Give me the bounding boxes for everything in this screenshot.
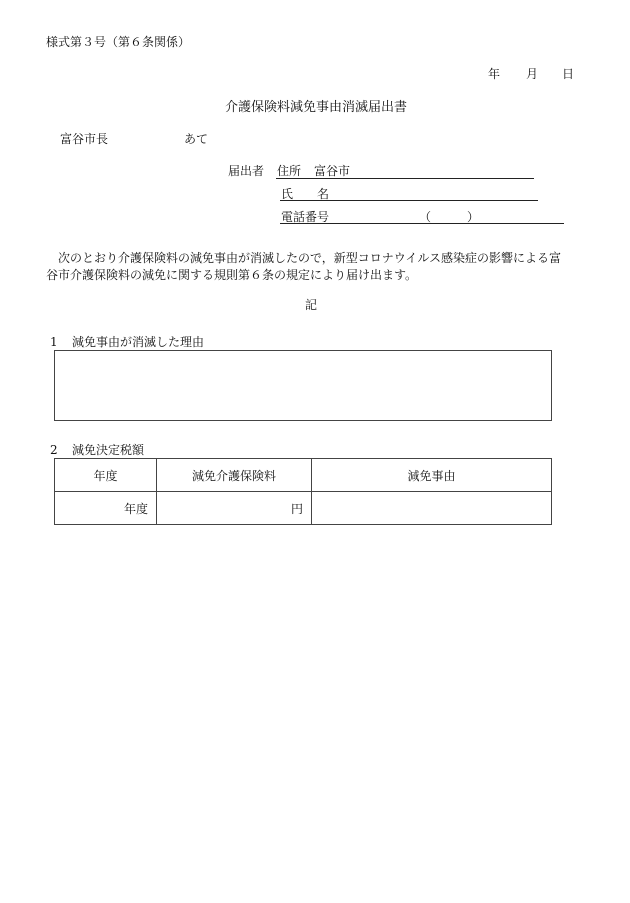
section1-title: 減免事由が消滅した理由 [72,335,205,349]
section1-number: 1 [50,335,58,349]
reason-box[interactable] [54,350,552,421]
date-month-label: 月 [526,67,539,81]
address-label: 住所 [277,164,302,178]
address-value: 富谷市 [314,164,351,178]
date-year-label: 年 [488,67,501,81]
section2-number: 2 [50,443,58,457]
ki-heading: 記 [305,298,318,312]
phone-parens: （ ） [419,210,480,224]
table-header-row [55,459,552,492]
row-amount-suffix: 円 [290,501,303,516]
section2-title: 減免決定税額 [72,443,145,457]
header-premium: 減免介護保険料 [157,459,312,492]
row-amount-cell[interactable] [157,492,312,525]
header-year: 年度 [55,459,157,492]
applicant-label: 届出者 [228,164,265,178]
date-day-label: 日 [562,67,575,81]
addressee-suffix: あて [184,132,209,146]
phone-underline [280,223,564,224]
table-row [55,492,552,525]
row-year-cell[interactable] [55,492,157,525]
header-reason: 減免事由 [312,459,552,492]
addressee-name: 富谷市長 [60,132,109,146]
name-label: 氏 名 [281,187,330,201]
document-title: 介護保険料減免事由消滅届出書 [225,100,408,115]
address-underline [276,178,534,179]
tax-table [54,458,552,525]
body-text-line2: 谷市介護保険料の減免に関する規則第６条の規定により届け出ます。 [46,268,418,282]
form-number: 様式第３号（第６条関係） [46,35,191,49]
name-underline [280,200,538,201]
phone-label: 電話番号 [281,210,330,224]
body-text-line1: 次のとおり介護保険料の減免事由が消滅したので，新型コロナウイルス感染症の影響による富 [58,251,562,265]
row-reason-cell[interactable] [312,492,552,525]
row-year-suffix: 年度 [123,501,148,516]
